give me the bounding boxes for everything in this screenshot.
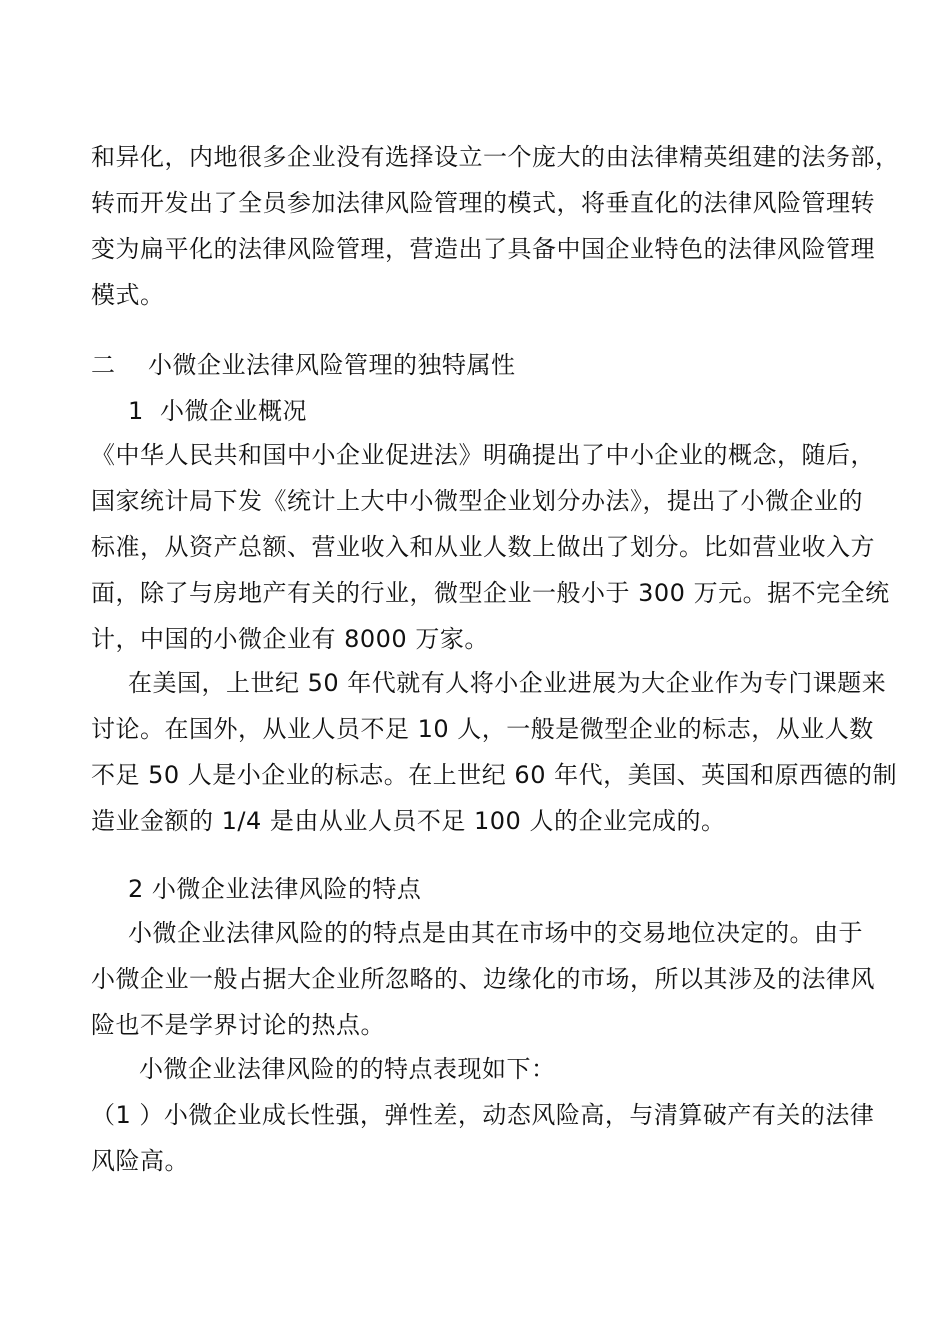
subsection-2-heading: 2 小微企业法律风险的特点	[128, 875, 422, 903]
intro-line-2: 转而开发出了全员参加法律风险管理的模式，将垂直化的法律风险管理转	[91, 189, 875, 217]
para-3-line-3: 险也不是学界讨论的热点。	[91, 1011, 385, 1039]
para-1-line-4: 面，除了与房地产有关的行业，微型企业一般小于 300 万元。据不完全统	[91, 579, 890, 607]
section-heading: 二 小微企业法律风险管理的独特属性	[91, 351, 516, 379]
para-4-line-1: 小微企业法律风险的的特点表现如下：	[139, 1055, 556, 1083]
intro-line-1: 和异化，内地很多企业没有选择设立一个庞大的由法律精英组建的法务部，	[91, 143, 900, 171]
subsection-1-heading: 1 小微企业概况	[128, 397, 308, 425]
para-1-line-5: 计，中国的小微企业有 8000 万家。	[91, 625, 489, 653]
para-2-line-1: 在美国，上世纪 50 年代就有人将小企业进展为大企业作为专门课题来	[128, 669, 887, 697]
list-item-1-line-2: 风险高。	[91, 1147, 189, 1175]
intro-line-3: 变为扁平化的法律风险管理，营造出了具备中国企业特色的法律风险管理	[91, 235, 875, 263]
para-2-line-2: 讨论。在国外，从业人员不足 10 人，一般是微型企业的标志，从业人数	[91, 715, 874, 743]
para-2-line-3: 不足 50 人是小企业的标志。在上世纪 60 年代，美国、英国和原西德的制	[91, 761, 898, 789]
list-item-1-line-1: （1 ）小微企业成长性强，弹性差，动态风险高，与清算破产有关的法律	[91, 1101, 875, 1129]
para-1-line-3: 标准，从资产总额、营业收入和从业人数上做出了划分。比如营业收入方	[91, 533, 875, 561]
para-3-line-2: 小微企业一般占据大企业所忽略的、边缘化的市场，所以其涉及的法律风	[91, 965, 875, 993]
para-3-line-1: 小微企业法律风险的的特点是由其在市场中的交易地位决定的。由于	[128, 919, 863, 947]
para-1-line-2: 国家统计局下发《统计上大中小微型企业划分办法》，提出了小微企业的	[91, 487, 863, 515]
intro-line-4: 模式。	[91, 281, 165, 309]
para-2-line-4: 造业金额的 1/4 是由从业人员不足 100 人的企业完成的。	[91, 807, 726, 835]
para-1-line-1: 《中华人民共和国中小企业促进法》明确提出了中小企业的概念，随后，	[91, 441, 875, 469]
